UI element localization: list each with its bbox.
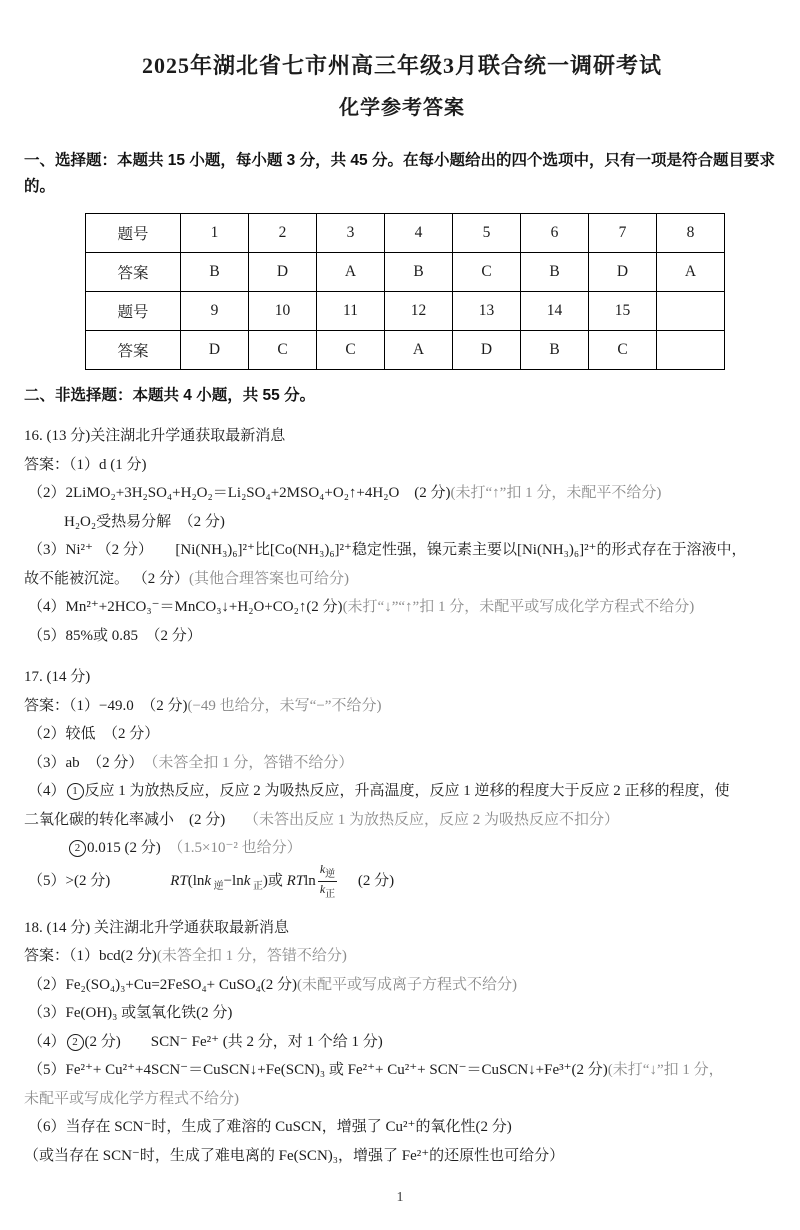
- table-row: [86, 214, 725, 253]
- answer-line: [24, 1113, 780, 1142]
- text-segment: （未答出反应 1 为放热反应，反应 2 为吸热反应不扣分）: [244, 811, 620, 828]
- table-row: [86, 292, 725, 331]
- table-cell: 题号: [86, 214, 181, 253]
- text-segment: （2）2LiMO₂+3H₂SO₄+H₂O₂＝Li₂SO₄+2MSO₄+O₂↑+4H₂O (2 分): [28, 485, 451, 501]
- table-cell: 6: [521, 214, 589, 253]
- table-cell: D: [181, 331, 249, 370]
- text-segment: （6）当存在 SCN⁻时，生成了难溶的 CuSCN，增强了 Cu²⁺的氧化性(2 分): [28, 1119, 512, 1136]
- answer-line: [24, 1142, 780, 1171]
- table-cell: B: [521, 331, 589, 370]
- text-segment: k: [204, 872, 212, 889]
- text-segment: k: [319, 861, 326, 876]
- text-segment: （1.5×10⁻² 也给分）: [175, 840, 302, 856]
- text-segment: (未打“↓”扣 1 分，: [607, 1062, 724, 1079]
- text-segment: （4）: [28, 783, 66, 799]
- text-segment: )或: [262, 872, 287, 889]
- answer-line: [24, 1056, 780, 1085]
- answer-line: [24, 536, 780, 565]
- table-cell: C: [249, 331, 317, 370]
- table-cell: [657, 292, 725, 331]
- answer-table-body: [86, 214, 725, 370]
- answer-line: [24, 422, 780, 451]
- table-cell: D: [249, 253, 317, 292]
- table-cell: 15: [589, 292, 657, 331]
- text-segment: （5）>(2 分): [28, 872, 171, 889]
- table-cell: [657, 331, 725, 370]
- text-segment: 2: [69, 840, 86, 857]
- text-segment: (未答全扣 1 分，答错不给分): [156, 948, 347, 965]
- text-segment: −ln: [223, 872, 244, 889]
- text-segment: k: [243, 872, 251, 889]
- text-segment: 逆: [325, 868, 336, 880]
- table-cell: 11: [317, 292, 385, 331]
- page-subtitle: 化学参考答案: [339, 97, 465, 119]
- answer-line: [24, 593, 780, 622]
- text-segment: （4）: [28, 1033, 66, 1050]
- text-segment: 1: [67, 783, 84, 800]
- text-segment: （5）85%或 0.85 （2 分）: [28, 627, 202, 644]
- text-segment: (未打“↑”扣 1 分，未配平不给分): [450, 485, 662, 501]
- answer-line: [24, 834, 780, 863]
- answer-block: [24, 422, 780, 650]
- answer-line: [24, 1085, 780, 1114]
- text-segment: 答案：（1）d (1 分): [24, 456, 147, 473]
- text-segment: RT: [286, 872, 305, 889]
- fraction: [318, 863, 337, 900]
- table-cell: 12: [385, 292, 453, 331]
- text-segment: 18. (14 分) 关注湖北升学通获取最新消息: [24, 919, 289, 936]
- answer-line: [24, 777, 780, 806]
- table-cell: 4: [385, 214, 453, 253]
- answer-line: [24, 999, 780, 1028]
- text-segment: 16. (13 分)关注湖北升学通获取最新消息: [24, 428, 286, 444]
- answers-root: [24, 422, 780, 1170]
- text-segment: k: [319, 881, 326, 896]
- answer-line: [24, 720, 780, 749]
- text-segment: 未配平或写成化学方程式不给分): [24, 1090, 239, 1107]
- table-cell: B: [181, 253, 249, 292]
- text-segment: 答案：（1）bcd(2 分): [24, 948, 157, 965]
- table-cell: 3: [317, 214, 385, 253]
- text-segment: 逆: [211, 880, 224, 892]
- text-segment: 反应 1 为放热反应，反应 2 为吸热反应，升高温度，反应 1 逆移的程度大于反应 2 正移的程度，使: [84, 783, 730, 799]
- table-row: [86, 331, 725, 370]
- answer-line: [24, 565, 780, 594]
- answer-line: [24, 508, 780, 537]
- table-cell: A: [385, 331, 453, 370]
- answer-line: [24, 971, 780, 1000]
- table-row: [86, 253, 725, 292]
- text-segment: 正: [250, 880, 263, 892]
- text-segment: 答案：（1）−49.0 （2 分): [24, 697, 188, 714]
- table-cell: B: [521, 253, 589, 292]
- text-segment: (未配平或写成离子方程式不给分): [297, 976, 518, 993]
- table-cell: A: [657, 253, 725, 292]
- text-segment: H₂O₂受热易分解 （2 分): [64, 513, 225, 530]
- table-cell: 8: [657, 214, 725, 253]
- text-segment: （3）Fe(OH)₃ 或氢氧化铁(2 分): [28, 1005, 233, 1022]
- text-segment: （3）Ni²⁺ （2 分） [Ni(NH₃)₆]²⁺比[Co(NH₃)₆]²⁺稳定性强，镍元素主要以[Ni(NH₃)₆]²⁺的形式存在于溶液中，: [28, 542, 747, 558]
- text-segment: (2 分) SCN⁻ Fe²⁺ (共 2 分，对 1 个给 1 分): [84, 1033, 383, 1050]
- text-segment: ln: [304, 872, 316, 889]
- text-segment: 0.015 (2 分): [87, 840, 176, 856]
- text-segment: （4）Mn²⁺+2HCO₃⁻＝MnCO₃↓+H₂O+CO₂↑(2 分): [28, 599, 343, 615]
- answer-line: [24, 942, 780, 971]
- text-segment: 二氧化碳的转化率减小 (2 分): [24, 811, 244, 828]
- table-cell: 7: [589, 214, 657, 253]
- answer-line: [24, 914, 780, 943]
- answer-line: [24, 692, 780, 721]
- text-segment: (−49 也给分，未写“−”不给分): [187, 697, 382, 714]
- answer-block: [24, 663, 780, 901]
- answer-line: [24, 1028, 780, 1057]
- table-cell: 2: [249, 214, 317, 253]
- text-segment: （2）Fe₂(SO₄)₃+Cu=2FeSO₄+ CuSO₄(2 分): [28, 976, 298, 993]
- text-segment: （3）ab （2 分）: [28, 754, 151, 771]
- page-number: 1: [396, 1190, 404, 1205]
- table-cell: A: [317, 253, 385, 292]
- text-segment: 故不能被沉淀。 （2 分）: [24, 570, 190, 587]
- text-segment: 2: [67, 1034, 84, 1051]
- text-segment: （未答全扣 1 分，答错不给分）: [150, 754, 354, 771]
- table-cell: C: [453, 253, 521, 292]
- answer-line: [24, 451, 780, 480]
- text-segment: （5）Fe²⁺+ Cu²⁺+4SCN⁻＝CuSCN↓+Fe(SCN)₃ 或 Fe²⁺+ Cu²⁺+ SCN⁻＝CuSCN↓+Fe³⁺(2 分): [28, 1062, 608, 1079]
- text-segment: 17. (14 分): [24, 669, 91, 685]
- text-segment: （2）较低 （2 分）: [28, 726, 160, 742]
- answer-line: [24, 863, 780, 901]
- table-cell: 13: [453, 292, 521, 331]
- text-segment: （或当存在 SCN⁻时，生成了难电离的 Fe(SCN)₃，增强了 Fe²⁺的还原性也可给分）: [24, 1147, 565, 1164]
- table-cell: 题号: [86, 292, 181, 331]
- text-segment: (ln: [187, 872, 205, 889]
- answer-table: [85, 213, 725, 370]
- table-cell: C: [589, 331, 657, 370]
- table-cell: D: [453, 331, 521, 370]
- text-segment: (其他合理答案也可给分): [189, 570, 350, 587]
- section-choice-heading: 一、选择题：本题共 15 小题，每小题 3 分，共 45 分。在每小题给出的四个选项中，只有一项是符合题目要求的。: [24, 152, 775, 195]
- table-cell: 9: [181, 292, 249, 331]
- table-cell: B: [385, 253, 453, 292]
- section-free-heading: 二、非选择题：本题共 4 小题，共 55 分。: [24, 387, 316, 404]
- answer-line: [24, 806, 780, 835]
- page-title: 2025年湖北省七市州高三年级3月联合统一调研考试: [141, 53, 662, 78]
- answer-line: [24, 663, 780, 692]
- answer-block: [24, 914, 780, 1171]
- text-segment: (未打“↓”“↑”扣 1 分，未配平或写成化学方程式不给分): [342, 599, 695, 615]
- text-segment: RT: [170, 872, 188, 889]
- answer-line: [24, 622, 780, 651]
- table-cell: C: [317, 331, 385, 370]
- table-cell: D: [589, 253, 657, 292]
- table-cell: 10: [249, 292, 317, 331]
- answer-line: [24, 749, 780, 778]
- table-cell: 5: [453, 214, 521, 253]
- text-segment: (2 分): [339, 872, 395, 889]
- table-cell: 答案: [86, 253, 181, 292]
- text-segment: 正: [325, 888, 336, 900]
- answer-line: [24, 479, 780, 508]
- table-cell: 答案: [86, 331, 181, 370]
- table-cell: 14: [521, 292, 589, 331]
- table-cell: 1: [181, 214, 249, 253]
